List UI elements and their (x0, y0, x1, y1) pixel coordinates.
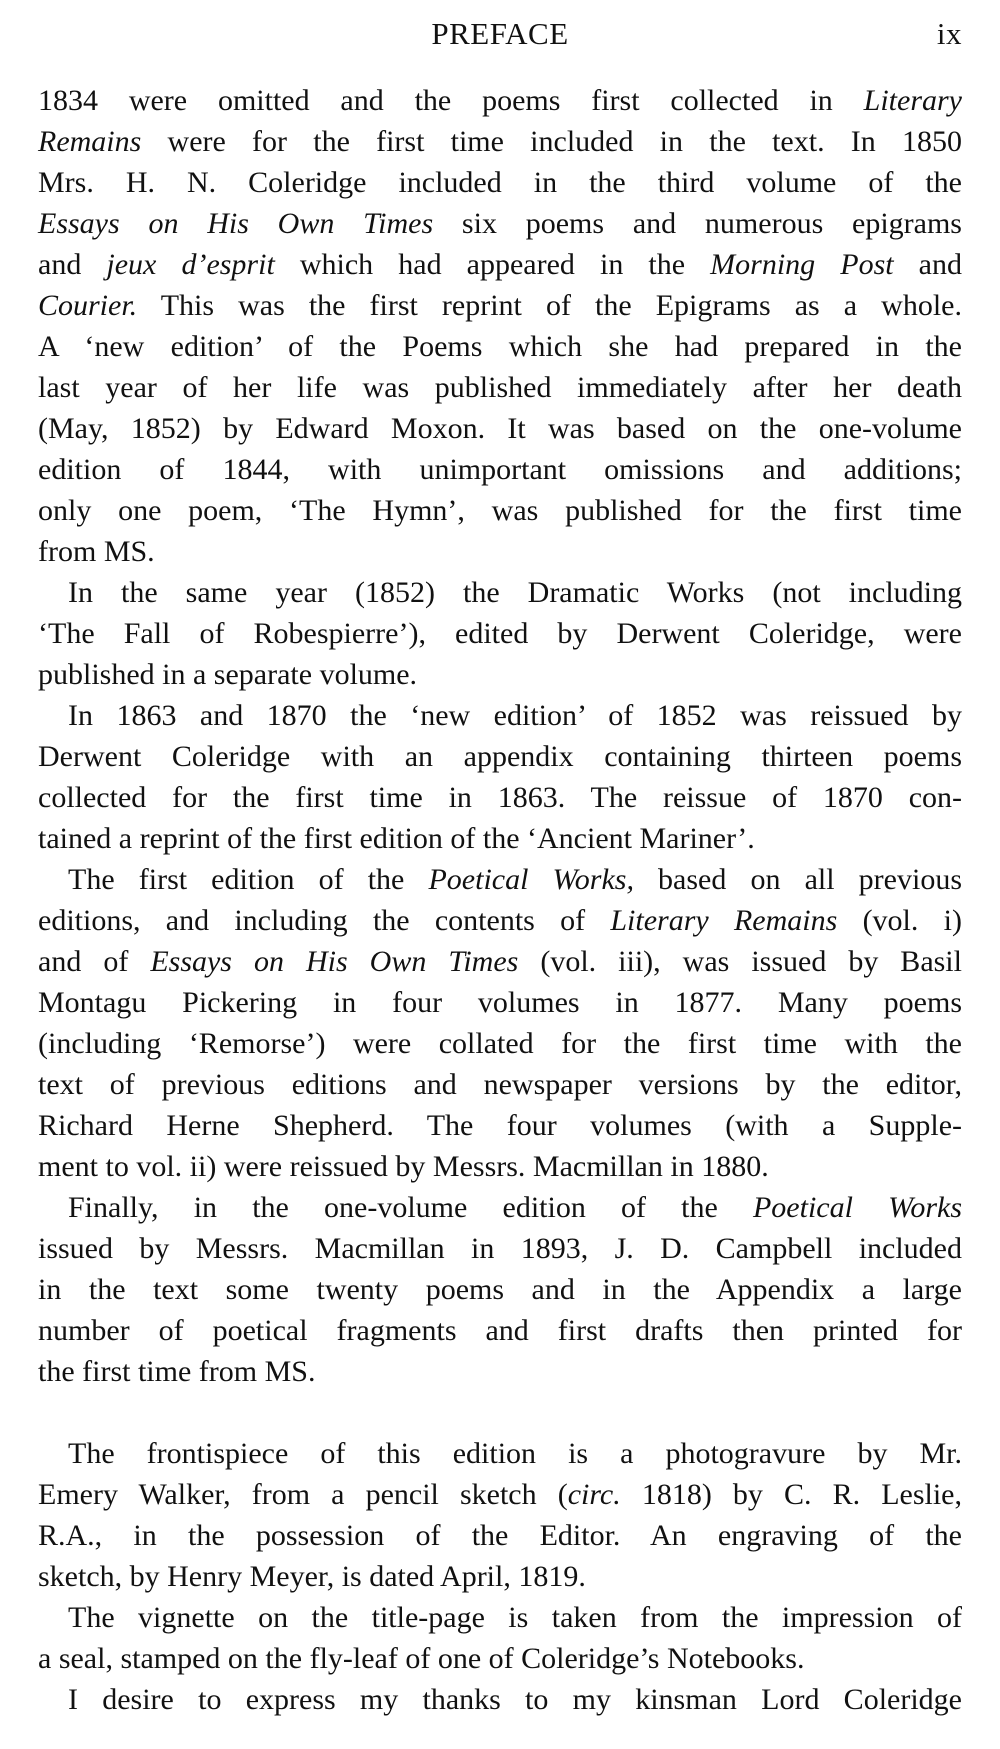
text-run: tained a reprint of the first edition of the ‘Ancient Mariner’. (38, 822, 755, 855)
text-line (38, 1597, 962, 1638)
text-line (38, 572, 962, 613)
text-run: ‘The Fall of Robespierre’), edited by Derwent Coleridge, were (38, 617, 962, 650)
text-run: text of previous editions and newspaper versions by the editor, (38, 1068, 962, 1101)
italic-title: Morning Post (710, 248, 894, 281)
paragraph (38, 695, 962, 859)
text-run: were for the first time included in the text. In 1850 (141, 125, 962, 158)
italic-title: Essays on His Own Times (38, 207, 434, 240)
text-run: number of poetical fragments and first drafts then printed for (38, 1314, 962, 1347)
text-line (38, 1228, 962, 1269)
text-run: I desire to express my thanks to my kinsman Lord Coleridge (68, 1683, 962, 1716)
paragraph (38, 1679, 962, 1720)
text-run: (including ‘Remorse’) were collated for the first time with the (38, 1027, 962, 1060)
text-run: Derwent Coleridge with an appendix containing thirteen poems (38, 740, 962, 773)
text-line (38, 80, 962, 121)
text-run: a seal, stamped on the fly-leaf of one of Coleridge’s Notebooks. (38, 1642, 805, 1675)
text-run: published in a separate volume. (38, 658, 418, 691)
text-line (38, 736, 962, 777)
text-line (38, 203, 962, 244)
paragraph (38, 572, 962, 695)
paragraph (38, 1597, 962, 1679)
text-run: editions, and including the contents of (38, 904, 611, 937)
text-run: which had appeared in the (274, 248, 711, 281)
italic-title: Courier. (38, 289, 138, 322)
paragraph (38, 80, 962, 572)
text-line (38, 408, 962, 449)
text-run: and (38, 248, 107, 281)
text-run: in the text some twenty poems and in the Appendix a large (38, 1273, 962, 1306)
text-run: based on all previous (633, 863, 962, 896)
text-run: only one poem, ‘The Hymn’, was published for the first time (38, 494, 962, 527)
text-line (38, 121, 962, 162)
text-line (38, 1474, 962, 1515)
text-run: ment to vol. ii) were reissued by Messrs. Macmillan in 1880. (38, 1150, 769, 1183)
italic-title: Essays on His Own Times (150, 945, 519, 978)
text-line (38, 1064, 962, 1105)
text-run: 1818) by C. R. Leslie, (620, 1478, 962, 1511)
text-run: collected for the first time in 1863. The reissue of 1870 con- (38, 781, 962, 814)
italic-title: Poetical Works (752, 1191, 962, 1224)
paragraph (38, 859, 962, 1187)
text-line (38, 1556, 962, 1597)
text-line (38, 777, 962, 818)
text-line (38, 1515, 962, 1556)
text-line (38, 1269, 962, 1310)
text-run: In the same year (1852) the Dramatic Works (not including (68, 576, 962, 609)
text-run: Montagu Pickering in four volumes in 1877. Many poems (38, 986, 962, 1019)
text-line (38, 859, 962, 900)
text-run: last year of her life was published immediately after her death (38, 371, 962, 404)
text-line (38, 1146, 962, 1187)
text-run: The first edition of the (68, 863, 429, 896)
text-run: R.A., in the possession of the Editor. An engraving of the (38, 1519, 962, 1552)
text-run: The frontispiece of this edition is a photogravure by Mr. (68, 1437, 962, 1470)
text-line (38, 162, 962, 203)
text-run: This was the first reprint of the Epigrams as a whole. (137, 289, 962, 322)
section-gap (38, 1392, 962, 1433)
text-run: the first time from MS. (38, 1355, 316, 1388)
running-head-title: PREFACE (431, 16, 569, 51)
text-run: Emery Walker, from a pencil sketch ( (38, 1478, 568, 1511)
text-line (38, 531, 962, 572)
text-line (38, 654, 962, 695)
text-run: Mrs. H. N. Coleridge included in the third volume of the (38, 166, 962, 199)
text-run: edition of 1844, with unimportant omissions and additions; (38, 453, 962, 486)
text-line (38, 818, 962, 859)
text-line (38, 1023, 962, 1064)
text-line (38, 449, 962, 490)
text-line (38, 1433, 962, 1474)
text-run: 1834 were omitted and the poems first collected in (38, 84, 864, 117)
italic-title: Literary (863, 84, 962, 117)
text-line (38, 1679, 962, 1720)
paragraph (38, 1433, 962, 1597)
italic-title: Remains (38, 125, 142, 158)
page-number: ix (936, 16, 962, 51)
text-run: and (893, 248, 962, 281)
text-line (38, 367, 962, 408)
paragraph (38, 1187, 962, 1392)
italic-title: Literary Remains (610, 904, 838, 937)
italic-title: jeux d’esprit (106, 248, 275, 281)
text-run: and of (38, 945, 151, 978)
text-line (38, 613, 962, 654)
text-line (38, 244, 962, 285)
text-line (38, 1638, 962, 1679)
text-run: (vol. i) (837, 904, 962, 937)
text-run: from MS. (38, 535, 155, 568)
text-line (38, 695, 962, 736)
text-line (38, 900, 962, 941)
text-run: Richard Herne Shepherd. The four volumes (with a Supple- (38, 1109, 962, 1142)
text-run: In 1863 and 1870 the ‘new edition’ of 1852 was reissued by (68, 699, 962, 732)
text-line (38, 982, 962, 1023)
text-run: (vol. iii), was issued by Basil (518, 945, 962, 978)
running-head (38, 16, 962, 56)
text-line (38, 490, 962, 531)
text-line (38, 326, 962, 367)
text-line (38, 1187, 962, 1228)
italic-title: circ. (567, 1478, 621, 1511)
text-run: six poems and numerous epigrams (433, 207, 962, 240)
text-line (38, 1105, 962, 1146)
text-line (38, 941, 962, 982)
text-run: (May, 1852) by Edward Moxon. It was based on the one-volume (38, 412, 962, 445)
text-line (38, 1310, 962, 1351)
text-run: sketch, by Henry Meyer, is dated April, 1819. (38, 1560, 586, 1593)
text-run: Finally, in the one-volume edition of the (68, 1191, 753, 1224)
text-line (38, 285, 962, 326)
italic-title: Poetical Works, (428, 863, 634, 896)
text-run: The vignette on the title-page is taken from the impression of (68, 1601, 962, 1634)
text-run: issued by Messrs. Macmillan in 1893, J. D. Campbell included (38, 1232, 962, 1265)
text-line (38, 1351, 962, 1392)
body-text (38, 80, 962, 1720)
text-run: A ‘new edition’ of the Poems which she had prepared in the (38, 330, 962, 363)
